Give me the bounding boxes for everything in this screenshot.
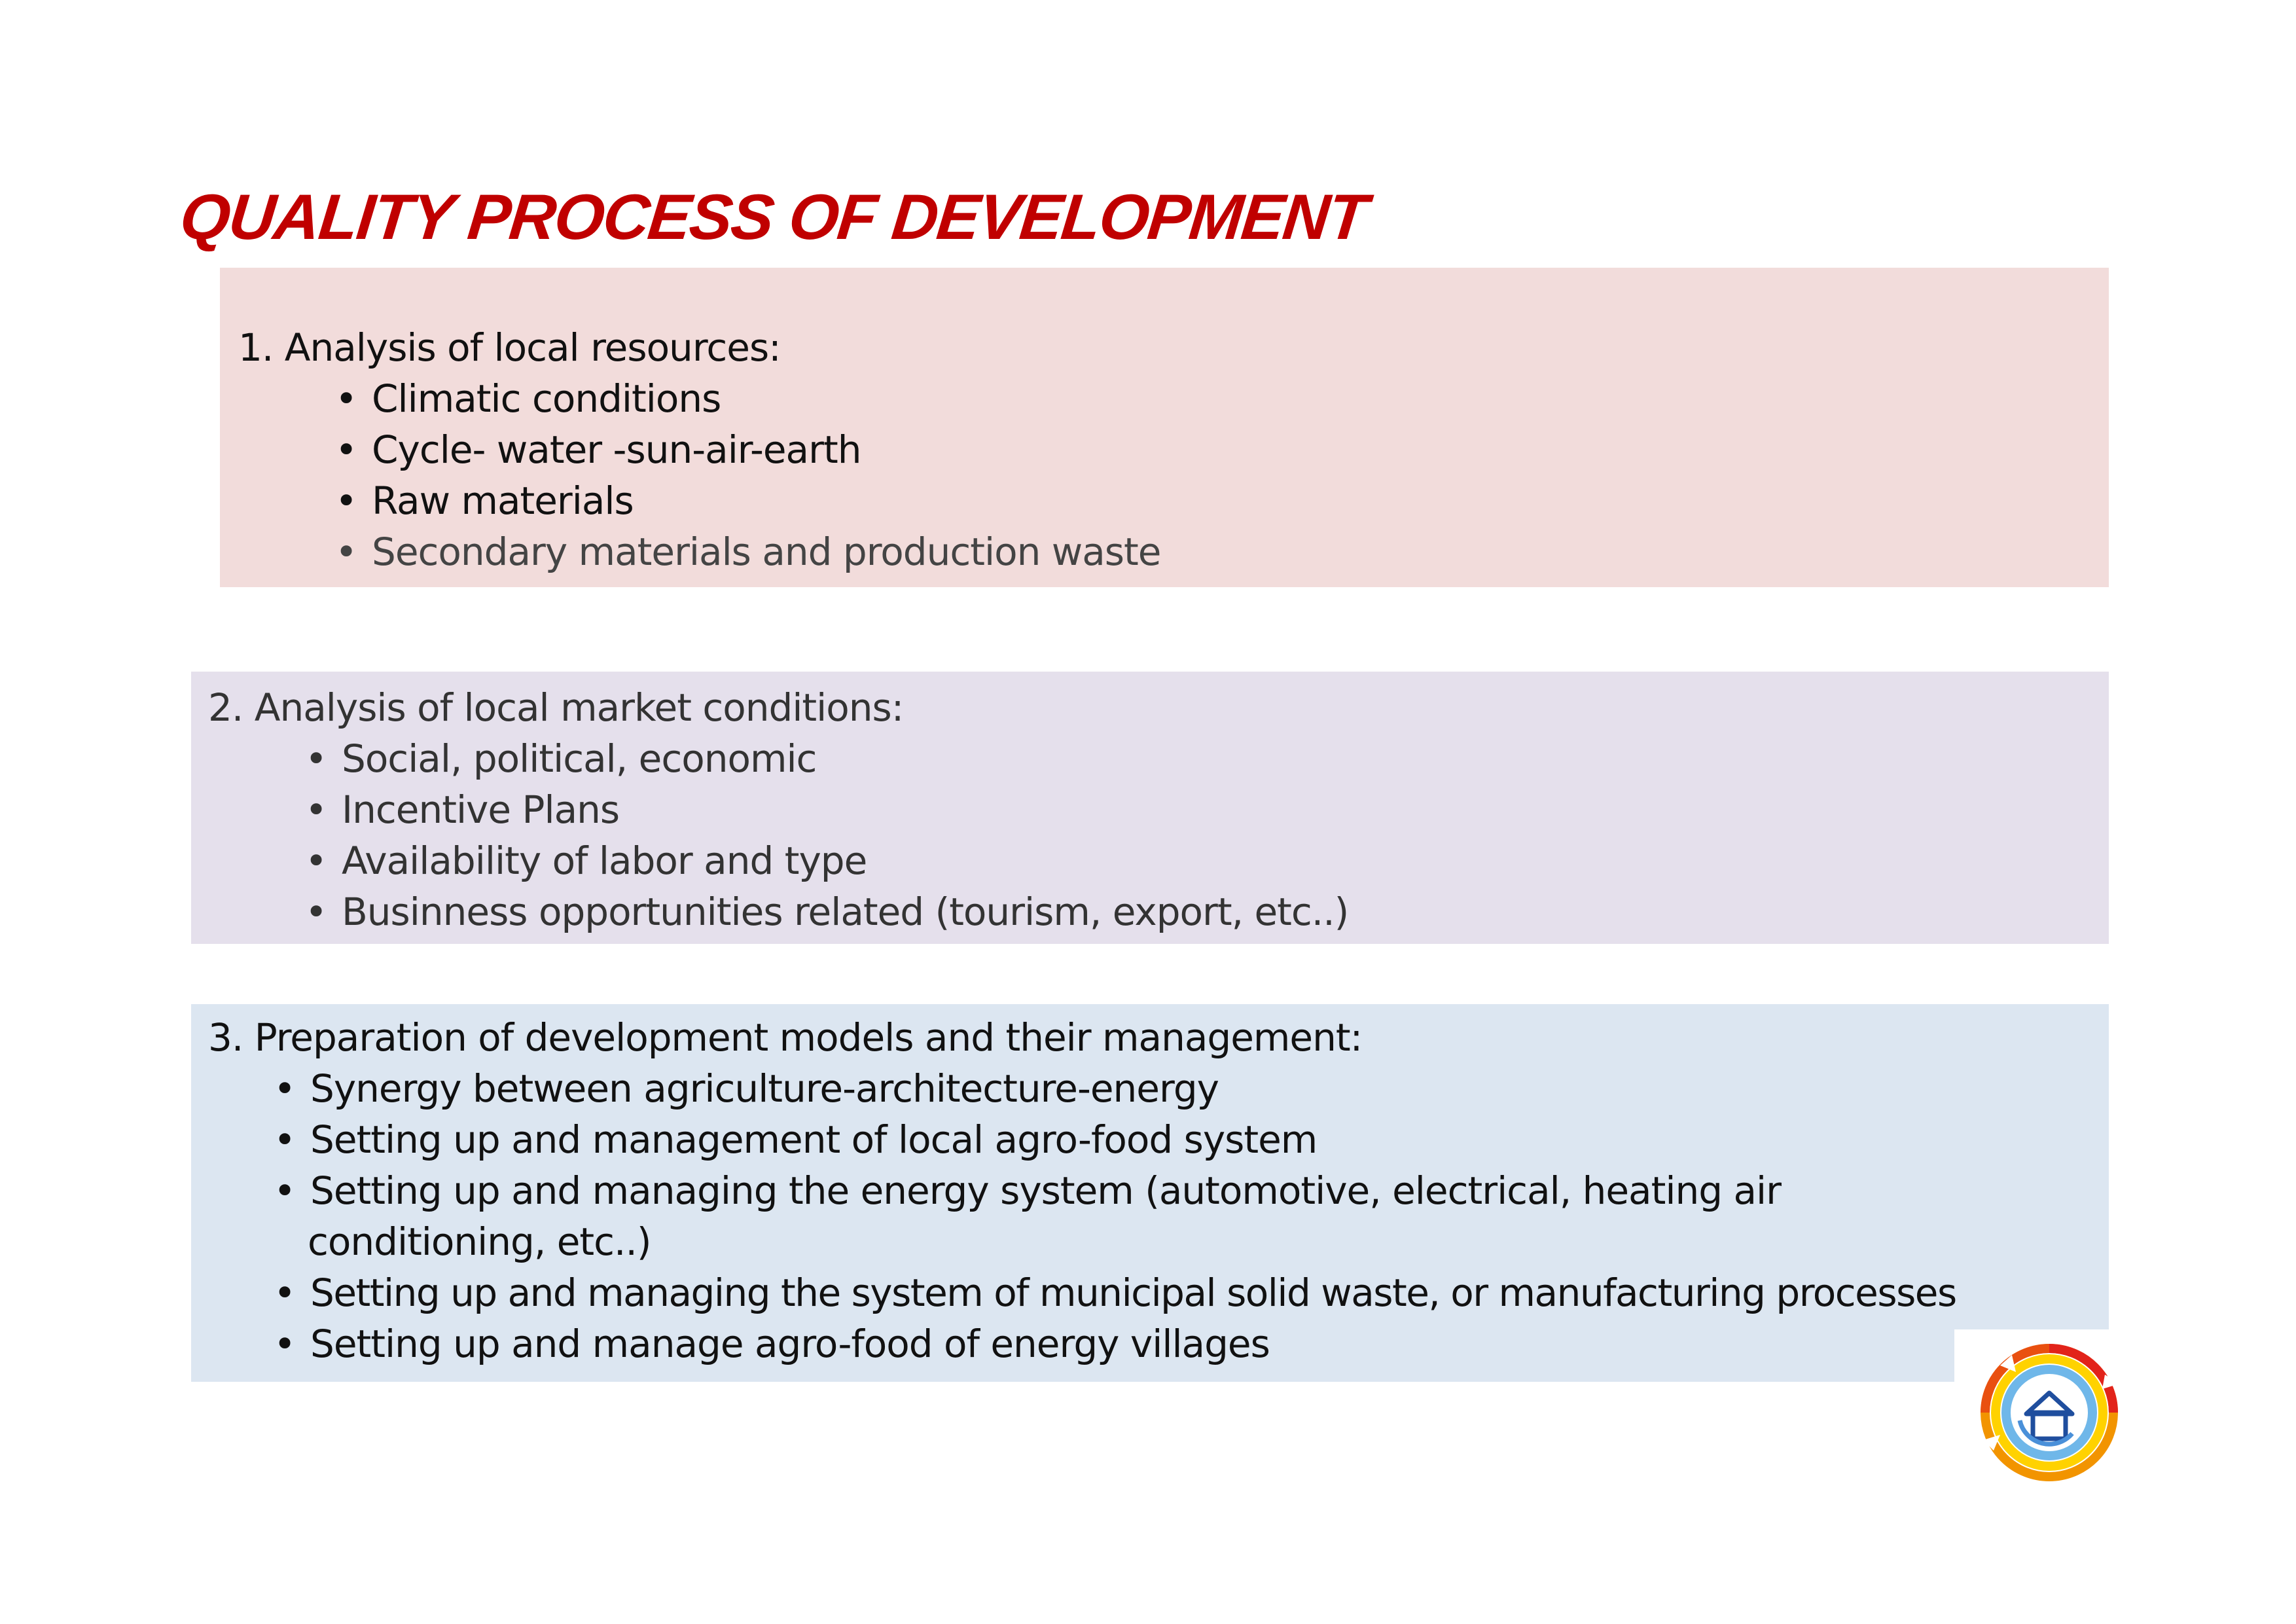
list-item-continuation: conditioning, etc..) (308, 1219, 651, 1264)
section-2-heading: 2. Analysis of local market conditions: (208, 685, 904, 730)
section-1-heading: 1. Analysis of local resources: (238, 325, 781, 370)
list-item: • Social, political, economic (305, 736, 817, 781)
page-title: QUALITY PROCESS OF DEVELOPMENT (177, 181, 1371, 253)
list-item: • Synergy between agriculture-architecture-energy (274, 1066, 1219, 1111)
list-item: • Cycle- water -sun-air-earth (335, 427, 861, 472)
house-in-recycling-ring-icon (1974, 1335, 2125, 1490)
list-item: • Setting up and managing the system of municipal solid waste, or manufacturing processes (274, 1271, 1956, 1315)
list-item: • Businness opportunities related (tourism, export, etc..) (305, 890, 1349, 934)
section-3-heading: 3. Preparation of development models and their management: (208, 1015, 1363, 1060)
list-item: • Setting up and management of local agro-food system (274, 1117, 1318, 1162)
list-item: • Setting up and managing the energy system (automotive, electrical, heating air (274, 1168, 1781, 1213)
list-item: • Secondary materials and production waste (335, 530, 1161, 574)
list-item: • Climatic conditions (335, 376, 721, 421)
list-item: • Incentive Plans (305, 787, 620, 832)
list-item: • Raw materials (335, 478, 634, 523)
list-item: • Availability of labor and type (305, 839, 867, 883)
list-item: • Setting up and manage agro-food of energy villages (274, 1322, 1270, 1366)
